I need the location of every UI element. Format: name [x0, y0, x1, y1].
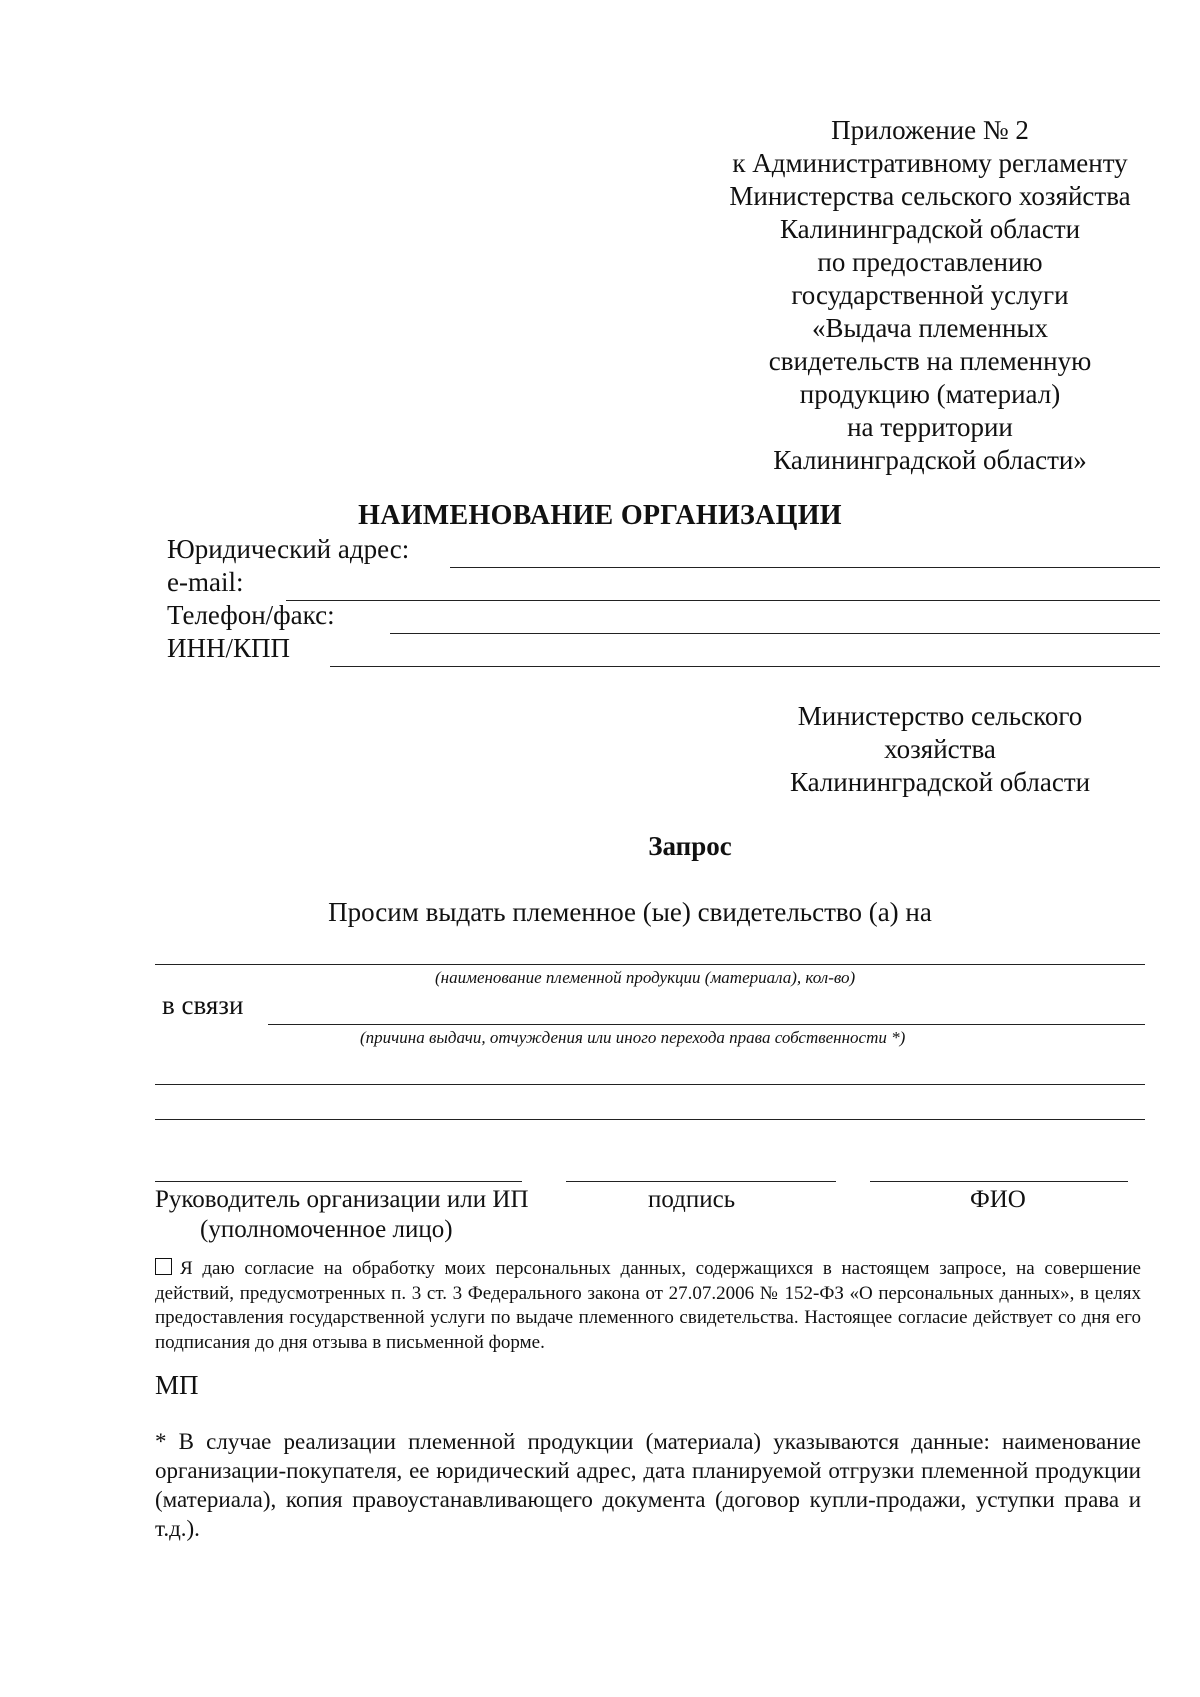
recipient-line: Министерство сельского: [797, 701, 1083, 731]
appendix-line: к Административному регламенту: [732, 148, 1128, 178]
head-label: Руководитель организации или ИП: [155, 1186, 529, 1213]
reason-line[interactable]: [268, 1024, 1145, 1025]
recipient-line: Калининградской области: [789, 767, 1091, 797]
fio-label: ФИО: [970, 1186, 1026, 1213]
inn-kpp-line[interactable]: [330, 666, 1160, 667]
appendix-line: государственной услуги: [791, 280, 1069, 310]
appendix-line: свидетельств на племенную: [768, 346, 1092, 376]
request-title: Запрос: [648, 831, 732, 861]
in-connection-label: в связи: [162, 990, 244, 1020]
appendix-line: «Выдача племенных: [811, 313, 1049, 343]
appendix-line: Министерства сельского хозяйства: [729, 181, 1131, 211]
inn-kpp-label: ИНН/КПП: [167, 633, 291, 663]
product-hint: (наименование племенной продукции (материала), кол-во): [435, 968, 856, 987]
head-sublabel: (уполномоченное лицо): [200, 1216, 453, 1243]
legal-address-line[interactable]: [450, 567, 1160, 568]
appendix-line: Калининградской области: [779, 214, 1081, 244]
legal-address-label: Юридический адрес:: [167, 534, 410, 564]
reason-line-extra[interactable]: [155, 1084, 1145, 1085]
stamp-place: МП: [155, 1370, 199, 1400]
product-line[interactable]: [155, 964, 1145, 965]
appendix-line: на территории: [847, 412, 1013, 442]
appendix-line: Приложение № 2: [831, 115, 1029, 145]
request-text: Просим выдать племенное (ые) свидетельство (а) на: [328, 897, 932, 927]
reason-line-extra[interactable]: [155, 1119, 1145, 1120]
consent-checkbox[interactable]: [155, 1258, 172, 1275]
recipient-line: хозяйства: [884, 734, 996, 764]
consent-text: Я даю согласие на обработку моих персональных данных, содержащихся в настоящем запросе, на совершение действий, предусмотренных п. 3 ст. 3 Федерального закона от 27.07.2006 № 152-ФЗ «О персональных данных», в целях предоставления государственной услуги по выдаче племенного свидетельства. Настоящее согласие действует со дня его подписания до дня отзыва в письменной форме.: [155, 1258, 1141, 1353]
phone-fax-label: Телефон/факс:: [167, 600, 335, 630]
appendix-line: Калининградской области»: [773, 445, 1087, 475]
reason-hint: (причина выдачи, отчуждения или иного перехода права собственности *): [360, 1028, 906, 1047]
fio-line[interactable]: [870, 1181, 1128, 1182]
signature-label: подпись: [648, 1186, 736, 1213]
appendix-line: по предоставлению: [817, 247, 1043, 277]
phone-fax-line[interactable]: [390, 633, 1160, 634]
organization-title: НАИМЕНОВАНИЕ ОРГАНИЗАЦИИ: [358, 500, 842, 531]
email-line[interactable]: [286, 600, 1160, 601]
head-signature-line[interactable]: [155, 1181, 522, 1182]
email-label: e-mail:: [167, 567, 244, 597]
signature-line[interactable]: [566, 1181, 836, 1182]
footnote: * В случае реализации племенной продукции (материала) указываются данные: наименование организации-покупателя, ее юридический адрес, дата планируемой отгрузки племенной продукции (материала), копия правоустанавливающего документа (договор купли-продажи, уступки права и т.д.).: [155, 1429, 1141, 1541]
appendix-line: продукцию (материал): [799, 379, 1061, 409]
recipient-block: [760, 700, 1120, 799]
appendix-header: [700, 114, 1160, 477]
consent-block: [155, 1257, 1141, 1355]
